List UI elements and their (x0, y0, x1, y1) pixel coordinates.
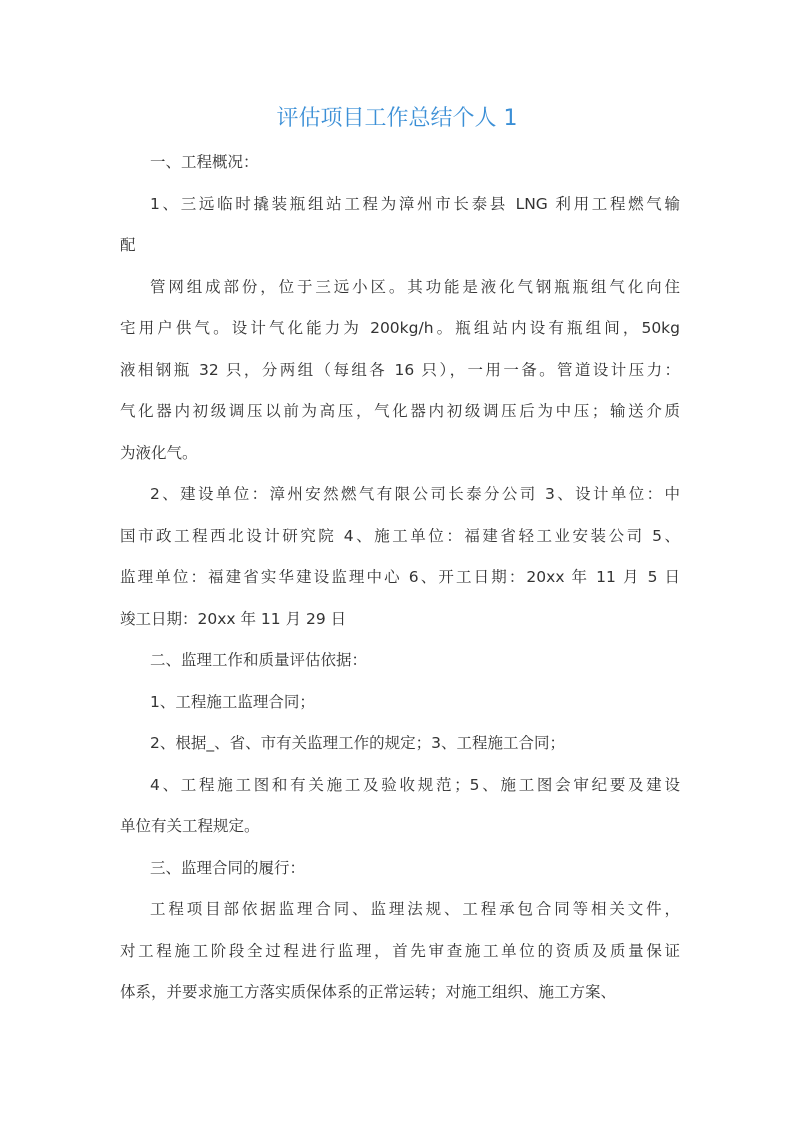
paragraph-line: 管网组成部份，位于三远小区。其功能是液化气钢瓶瓶组气化向住 (150, 277, 680, 296)
paragraph (120, 765, 680, 848)
paragraph (120, 474, 680, 640)
paragraph-line: 体系，并要求施工方落实质保体系的正常运转；对施工组织、施工方案、 (120, 983, 617, 1001)
paragraph-line: 宅用户供气。设计气化能力为 200kg/h。瓶组站内设有瓶组间，50kg (120, 319, 680, 337)
paragraph-line: 竣工日期：20xx 年 11 月 29 日 (120, 609, 347, 628)
paragraph-line: 一、工程概况： (150, 153, 259, 171)
paragraph-line: 液相钢瓶 32 只，分两组（每组各 16 只），一用一备。管道设计压力： (120, 360, 680, 379)
paragraph-line: 1、工程施工监理合同； (150, 692, 315, 711)
document-title: 评估项目工作总结个人 1 (276, 106, 518, 131)
paragraph-line: 配 (120, 236, 136, 254)
paragraph (120, 267, 680, 475)
paragraph-line: 2、建设单位：漳州安然燃气有限公司长泰分公司 3、设计单位：中 (150, 485, 680, 503)
paragraph-line: 2、根据_、省、市有关监理工作的规定；3、工程施工合同； (150, 734, 565, 752)
paragraph (120, 184, 680, 267)
paragraph-line: 二、监理工作和质量评估依据： (150, 651, 368, 669)
paragraph-line: 为液化气。 (120, 443, 198, 462)
paragraph-line: 国市政工程西北设计研究院 4、施工单位：福建省轻工业安装公司 5、 (120, 526, 680, 545)
paragraph (120, 682, 680, 724)
paragraph-line: 工程项目部依据监理合同、监理法规、工程承包合同等相关文件， (150, 900, 680, 918)
paragraph-line: 单位有关工程规定。 (120, 817, 260, 835)
paragraph-line: 监理单位：福建省实华建设监理中心 6、开工日期：20xx 年 11 月 5 日 (120, 568, 680, 586)
paragraph-line: 对工程施工阶段全过程进行监理，首先审查施工单位的资质及质量保证 (120, 941, 680, 960)
paragraph (120, 640, 680, 682)
paragraph-line: 1、三远临时撬装瓶组站工程为漳州市长泰县 LNG 利用工程燃气输 (150, 194, 680, 213)
document-body (120, 142, 680, 1014)
paragraph (120, 142, 680, 184)
paragraph (120, 723, 680, 765)
paragraph-line: 4、工程施工图和有关施工及验收规范；5、施工图会审纪要及建设 (150, 775, 680, 794)
paragraph (120, 848, 680, 890)
paragraph-line: 气化器内初级调压以前为高压，气化器内初级调压后为中压；输送介质 (120, 402, 680, 420)
paragraph (120, 889, 680, 1014)
paragraph-line: 三、监理合同的履行： (150, 858, 306, 877)
